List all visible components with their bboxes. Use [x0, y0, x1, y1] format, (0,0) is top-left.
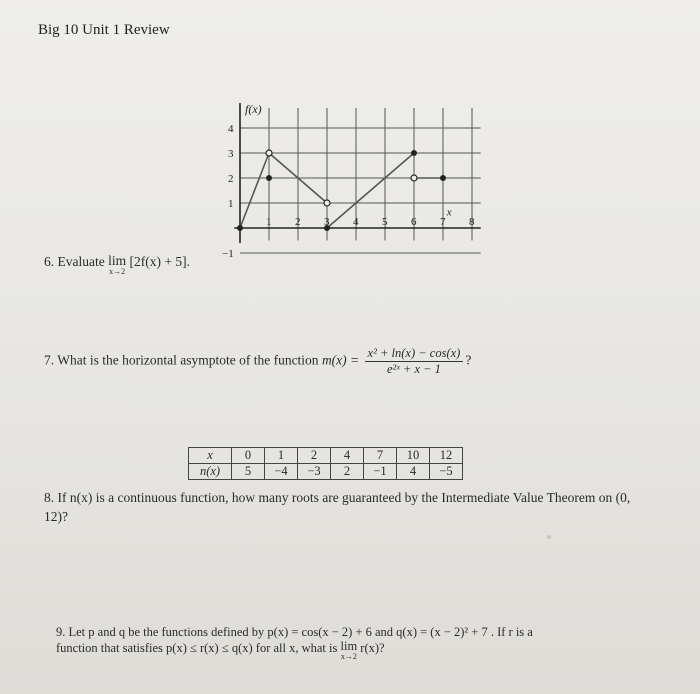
table-cell: 10 [397, 448, 430, 464]
page-title: Big 10 Unit 1 Review [38, 22, 170, 38]
question-7 [44, 346, 471, 377]
table-cell: −5 [430, 464, 463, 480]
q7-numerator: x² + ln(x) − cos(x) [365, 346, 464, 362]
x-tick-label: 5 [382, 216, 388, 228]
x-tick-label: 7 [440, 216, 446, 228]
table-header-x: x [189, 448, 232, 464]
table-header-n: n(x) [189, 464, 232, 480]
x-tick-label: 6 [411, 216, 417, 228]
q9-line-1: 9. Let p and q be the functions defined by p(x) = cos(x − 2) + 6 and q(x) = (x − 2)² + 7 . If r is a [56, 625, 533, 639]
open-point [266, 150, 272, 156]
table-cell: −4 [265, 464, 298, 480]
q6-expression: [2f(x) + 5]. [129, 254, 190, 269]
q9-lim-sub: x→2 [340, 651, 357, 661]
q9-lim-word: lim [340, 639, 358, 653]
y-tick-label: 3 [228, 148, 234, 160]
function-graph [200, 70, 500, 260]
q7-function: m(x) = [321, 352, 360, 368]
question-8: 8. If n(x) is a continuous function, how many roots are guaranteed by the Intermediate Value Theorem on (0, 12)? [44, 490, 631, 524]
question-9 [56, 624, 656, 661]
q7-end: ? [465, 352, 472, 368]
q7-text: 7. What is the horizontal asymptote of the function [44, 352, 319, 368]
x-tick-label: 1 [266, 216, 272, 228]
graph-segment [240, 153, 269, 228]
closed-point [237, 225, 243, 231]
table-cell: 1 [265, 448, 298, 464]
q6-prefix: 6. Evaluate [44, 254, 105, 269]
table-row-n [189, 464, 463, 480]
y-tick-label: 2 [228, 173, 234, 185]
table-cell: −1 [364, 464, 397, 480]
table-cell: 0 [232, 448, 265, 464]
q7-denominator: e²ˣ + x − 1 [386, 362, 441, 376]
table-cell: 4 [331, 448, 364, 464]
closed-point [266, 175, 272, 181]
q9-end: r(x)? [360, 641, 385, 655]
table-cell: 4 [397, 464, 430, 480]
n-value-table [188, 447, 463, 480]
table-cell: 5 [232, 464, 265, 480]
q9-line-2-text: function that satisfies p(x) ≤ r(x) ≤ q(x) for all x, what is [56, 641, 338, 655]
table-cell: 12 [430, 448, 463, 464]
closed-point [440, 175, 446, 181]
y-tick-label: 4 [228, 123, 234, 135]
x-tick-label: 8 [469, 216, 475, 228]
table-cell: 2 [331, 464, 364, 480]
q9-limit [341, 640, 358, 661]
x-tick-label: 2 [295, 216, 301, 228]
y-axis-label: f(x) [245, 102, 262, 116]
q6-limit [108, 254, 126, 276]
graph-segment [327, 153, 414, 228]
x-tick-label: 3 [324, 216, 330, 228]
y-tick-label: 1 [228, 198, 234, 210]
question-6 [44, 254, 190, 276]
table-row-x [189, 448, 463, 464]
table-cell: 2 [298, 448, 331, 464]
q7-fraction [365, 346, 464, 377]
smudge-mark [547, 535, 551, 539]
open-point [324, 200, 330, 206]
closed-point [411, 150, 417, 156]
q6-lim-sub: x→2 [109, 266, 126, 276]
x-tick-label: 4 [353, 216, 359, 228]
x-axis-label: x [446, 206, 452, 219]
table-cell: −3 [298, 464, 331, 480]
q6-lim-word: lim [108, 253, 127, 268]
y-tick-label: −1 [222, 248, 234, 260]
table-cell: 7 [364, 448, 397, 464]
q9-line-2 [56, 640, 656, 661]
open-point [411, 175, 417, 181]
